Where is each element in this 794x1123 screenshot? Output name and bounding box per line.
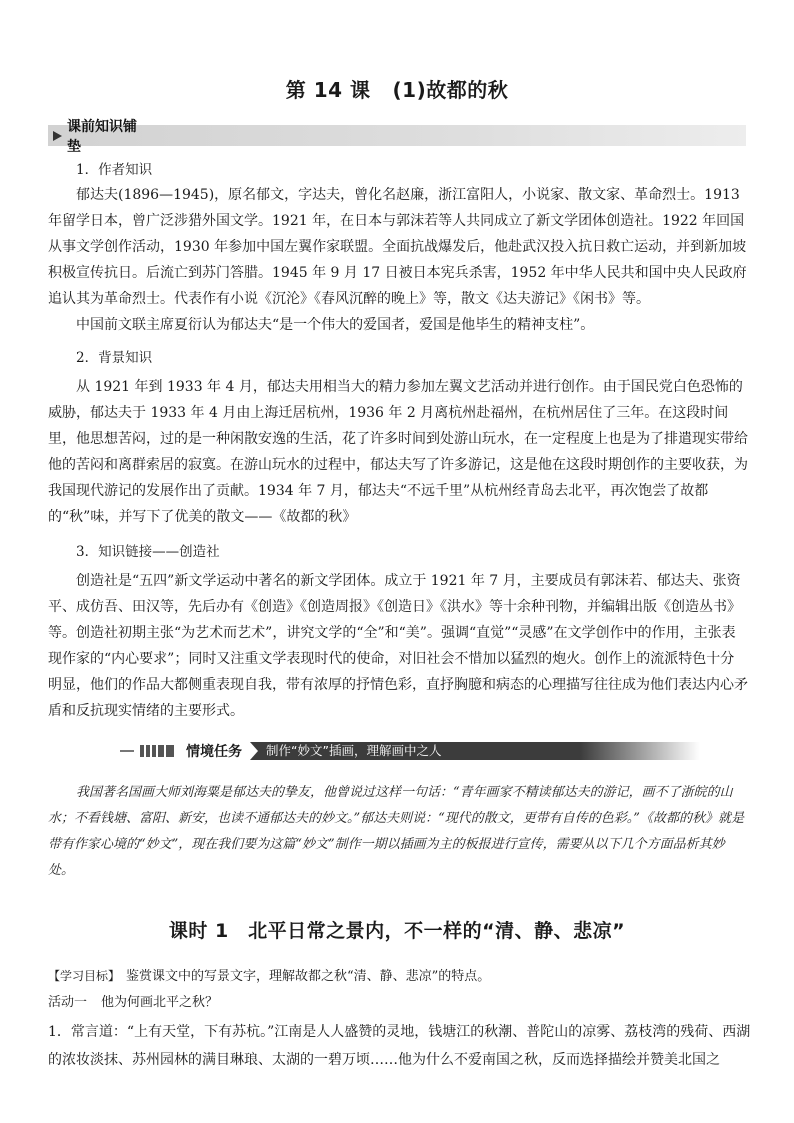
unit-title: 课时 1 北平日常之景内，不一样的“清、静、悲凉” [168,920,626,942]
learning-goal [48,966,490,987]
activity-one [48,993,218,1013]
arrow-right-icon [53,131,62,141]
scenario-paragraph: 我国著名国画大师刘海粟是郁达夫的挚友，他曾说过这样一句话：“青年画家不精读郁达夫的游记，画不了浙皖的山水；不看钱塘、富阳、新安，也读不通郁达夫的妙文。”郁达夫则说：“现代的散文，更带有自传的色彩。”《故都的秋》就是带有作家心境的“妙文”，现在我们要为这篇“妙文”制作一期以插画为主的板报进行宣传，需要从以下几个方面品析其妙处。 [48,785,744,878]
background-heading: 2．背景知识 [76,350,153,366]
stripes-icon [140,745,176,757]
author-quote-paragraph: 中国前文联主席夏衍认为郁达夫“是一个伟大的爱国者，爱国是他毕生的精神支柱”。 [76,317,595,333]
task-label: 情境任务 [186,744,242,760]
goal-text: 鉴赏课文中的写景文字，理解故都之秋“清、静、悲凉”的特点。 [126,969,491,984]
activity-text: 他为何画北平之秋？ [101,995,219,1010]
lesson-title [0,74,794,103]
background-paragraph: 从 1921 年到 1933 年 4 月，郁达夫用相当大的精力参加左翼文艺活动并进行创作。由于国民党白色恐怖的威胁，郁达夫于 1933 年 4 月由上海迁居杭州，1936 年 2 月离杭州赴福州，在杭州居住了三年。在这段时间里，他思想苦闷，过的是一种闲散安逸的生活，花了许多时间到处游山玩水，在一定程度上也是为了排遣现实带给他的苦闷和离群索居的寂寞。在游山玩水的过程中，郁达夫写了许多游记，这是他在这段时期创作的主要收获，为我国现代游记的发展作出了贡献。1934 年 7 月，郁达夫“不远千里”从杭州经青岛去北平，再次饱尝了故都的“秋”味，并写下了优美的散文——《故都的秋》 [48,379,748,525]
link-paragraph: 创造社是“五四”新文学运动中著名的新文学团体。成立于 1921 年 7 月，主要成员有郭沫若、郁达夫、张资平、成仿吾、田汉等，先后办有《创造》《创造周报》《创造日》《洪水》等十余种刊物，并编辑出版《创造丛书》等。创造社初期主张“为艺术而艺术”，讲究文学的“全”和“美”。强调“直觉”“灵感”在文学创作中的作用，主张表现作家的“内心要求”；同时又注重文学表现时代的使命，对旧社会不惜加以猛烈的炮火。创作上的流派特色十分明显，他们的作品大都侧重表现自我，带有浓厚的抒情色彩，直抒胸臆和病态的心理描写往往成为他们表达内心矛盾和反抗现实情绪的主要形式。 [48,573,748,719]
task-banner: 制作“妙文”插画，理解画中之人 [250,742,580,760]
question-one: 1．常言道：“上有天堂，下有苏杭。”江南是人人盛赞的灵地，钱塘江的秋潮、普陀山的凉雾、荔枝湾的残荷、西湖的浓妆淡抹、苏州园林的满目琳琅、太湖的一碧万顷……他为什么不爱南国之秋，反而选择描绘并赞美北国之 [48,1024,751,1068]
task-header [120,742,580,760]
author-knowledge-heading: 1．作者知识 [76,162,153,178]
activity-label: 活动一 [48,995,88,1010]
author-knowledge-paragraph: 郁达夫(1896—1945)，原名郁文，字达夫，曾化名赵廉，浙江富阳人，小说家、散文家、革命烈士。1913 年留学日本，曾广泛涉猎外国文学。1921 年，在日本与郭沫若等人共同成立了新文学团体创造社。1922 年回国从事文学创作活动，1930 年参加中国左翼作家联盟。全面抗战爆发后，他赴武汉投入抗日救亡运动，并到新加坡积极宣传抗日。后流亡到苏门答腊。1945 年 9 月 17 日被日本宪兵杀害，1952 年中华人民共和国中央人民政府追认其为革命烈士。代表作有小说《沉沦》《春风沉醉的晚上》等，散文《达夫游记》《闲书》等。 [48,187,747,307]
section-header-bar [48,118,746,155]
divider [120,750,134,752]
link-heading: 3．知识链接——创造社 [76,544,220,560]
lesson-name: (1)故都的秋 [392,78,509,102]
goal-tag: 【学习目标】 [48,969,121,983]
section-label: 课前知识铺垫 [67,118,137,155]
lesson-number: 第 14 课 [285,78,371,102]
